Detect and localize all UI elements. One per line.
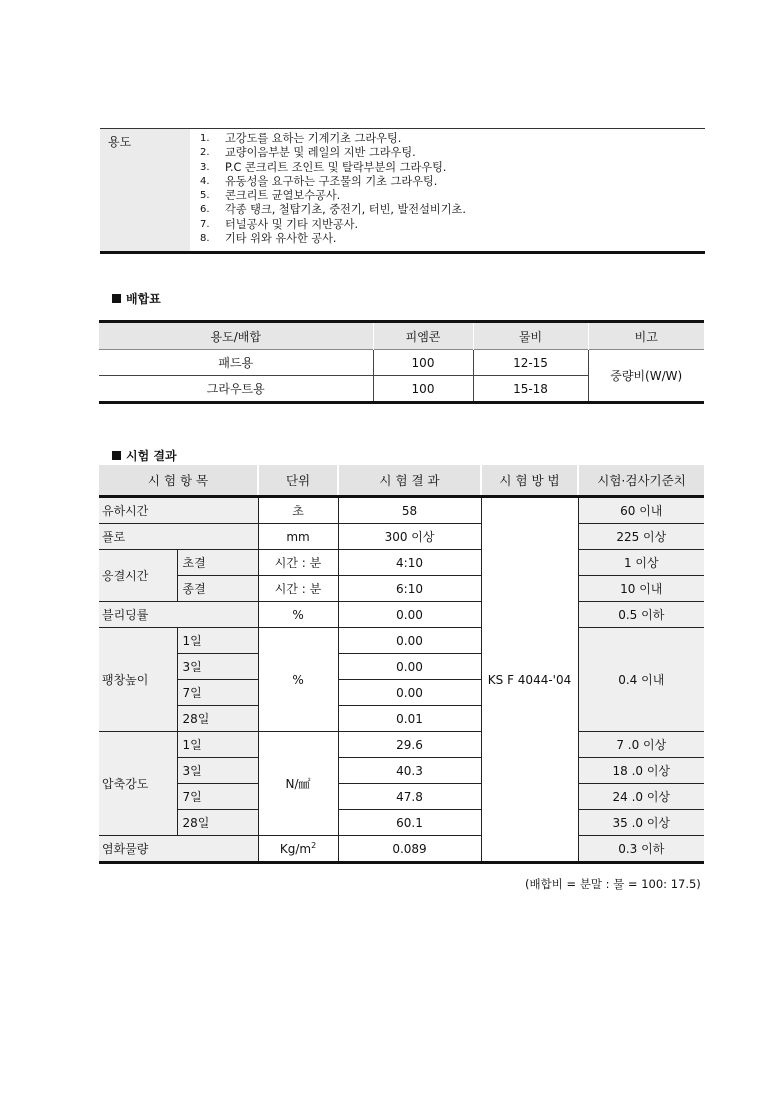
expansion-unit: % (258, 628, 338, 732)
mix-ratio-footnote: (배합비 = 분말 : 물 = 100: 17.5) (525, 877, 701, 891)
bleeding-unit: % (258, 602, 338, 628)
table-row (99, 810, 704, 836)
chloride-unit-base: Kg/m (279, 842, 312, 856)
usage-item-text: 교량이음부분 및 레일의 지반 그라우팅. (225, 146, 416, 160)
usage-item-number: 7. (200, 218, 210, 230)
mix-water-cell: 15-18 (473, 376, 588, 403)
usage-item-text: 기타 위와 유사한 공사. (225, 232, 337, 246)
setting-final-standard: 10 이내 (578, 576, 704, 602)
expansion-age: 3일 (177, 654, 258, 680)
compressive-result: 60.1 (338, 810, 481, 836)
usage-item-text: 터널공사 및 기타 지반공사. (225, 217, 359, 231)
expansion-age: 28일 (177, 706, 258, 732)
usage-item (200, 218, 705, 232)
setting-final-label: 종결 (177, 576, 258, 602)
mix-note-cell: 중량비(W/W) (588, 350, 704, 403)
test-header-unit: 단위 (258, 465, 338, 497)
usage-item-text: 고강도를 요하는 기계기초 그라우팅. (225, 132, 402, 145)
test-header-result: 시 험 결 과 (338, 465, 481, 497)
usage-item-text: 유동성을 요구하는 구조물의 기초 그라우팅. (225, 174, 438, 188)
expansion-age: 1일 (177, 628, 258, 654)
mix-water-cell: 12-15 (473, 350, 588, 376)
square-bullet-icon (112, 451, 121, 460)
usage-item-text: P.C 콘크리트 조인트 및 탈락부분의 그라우팅. (225, 160, 447, 174)
usage-item-number: 1. (200, 133, 210, 144)
compressive-age: 28일 (177, 810, 258, 836)
mix-use-cell: 그라우트용 (99, 376, 373, 403)
mix-header-use: 용도/배합 (99, 322, 373, 350)
table-row (99, 628, 704, 654)
mix-pemcon-cell: 100 (373, 350, 473, 376)
compressive-result: 40.3 (338, 758, 481, 784)
table-row (99, 524, 704, 550)
compressive-standard: 35 .0 이상 (578, 810, 704, 836)
expansion-result: 0.00 (338, 628, 481, 654)
flow-label: 플로 (99, 524, 258, 550)
compressive-standard: 24 .0 이상 (578, 784, 704, 810)
expansion-label: 팽창높이 (99, 628, 177, 732)
setting-initial-label: 초결 (177, 550, 258, 576)
mix-use-cell: 패드용 (99, 350, 373, 376)
mix-table (99, 320, 704, 404)
usage-item (200, 161, 705, 175)
compressive-age: 1일 (177, 732, 258, 758)
test-results-table (99, 465, 704, 864)
bleeding-standard: 0.5 이하 (578, 602, 704, 628)
usage-item (200, 146, 705, 160)
test-heading (112, 447, 177, 464)
setting-initial-unit: 시간 : 분 (258, 550, 338, 576)
expansion-result: 0.00 (338, 654, 481, 680)
table-row (99, 758, 704, 784)
test-method-cell: KS F 4044-'04 (481, 497, 578, 863)
usage-list (190, 129, 705, 251)
mix-heading-text: 배합표 (126, 292, 161, 306)
table-row (99, 836, 704, 863)
compressive-unit: N/㎟ (258, 732, 338, 836)
compressive-standard: 18 .0 이상 (578, 758, 704, 784)
chloride-standard: 0.3 이하 (578, 836, 704, 863)
compressive-label: 압축강도 (99, 732, 177, 836)
setting-time-label: 응결시간 (99, 550, 177, 602)
compressive-result: 29.6 (338, 732, 481, 758)
test-heading-text: 시험 결과 (126, 449, 177, 463)
flow-unit: mm (258, 524, 338, 550)
usage-item-text: 콘크리트 균열보수공사. (225, 189, 341, 203)
flow-time-unit: 초 (258, 497, 338, 524)
usage-item-number: 3. (200, 161, 210, 173)
usage-item-number: 5. (200, 190, 210, 202)
expansion-age: 7일 (177, 680, 258, 706)
usage-item-number: 2. (200, 147, 210, 159)
usage-item (200, 189, 705, 203)
table-row (99, 784, 704, 810)
table-row (99, 576, 704, 602)
chloride-result: 0.089 (338, 836, 481, 863)
usage-item (200, 203, 705, 217)
expansion-result: 0.01 (338, 706, 481, 732)
setting-final-unit: 시간 : 분 (258, 576, 338, 602)
usage-item-text: 각종 탱크, 철탑기초, 중전기, 터빈, 발전설비기초. (225, 203, 466, 217)
chloride-label: 염화물량 (99, 836, 258, 863)
compressive-age: 7일 (177, 784, 258, 810)
flow-result: 300 이상 (338, 524, 481, 550)
table-row (99, 550, 704, 576)
square-bullet-icon (112, 294, 121, 303)
usage-item (200, 175, 705, 189)
usage-item-number: 8. (200, 233, 210, 245)
flow-time-result: 58 (338, 497, 481, 524)
mix-header-note: 비고 (588, 322, 704, 350)
usage-item-number: 4. (200, 175, 210, 187)
chloride-unit-exponent: 2 (311, 841, 317, 850)
compressive-result: 47.8 (338, 784, 481, 810)
mix-header-pemcon: 피엠콘 (373, 322, 473, 350)
flow-standard: 225 이상 (578, 524, 704, 550)
chloride-unit (258, 836, 338, 863)
setting-initial-standard: 1 이상 (578, 550, 704, 576)
usage-item (200, 132, 705, 146)
usage-label: 용도 (100, 129, 190, 251)
flow-time-standard: 60 이내 (578, 497, 704, 524)
flow-time-label: 유하시간 (99, 497, 258, 524)
usage-section (100, 128, 705, 254)
compressive-age: 3일 (177, 758, 258, 784)
table-row (99, 497, 704, 524)
test-header-standard: 시험·검사기준치 (578, 465, 704, 497)
table-row (99, 350, 704, 376)
test-header-method: 시 험 방 법 (481, 465, 578, 497)
setting-initial-result: 4:10 (338, 550, 481, 576)
mix-heading (112, 290, 161, 307)
usage-item (200, 232, 705, 246)
mix-header-water: 물비 (473, 322, 588, 350)
bleeding-result: 0.00 (338, 602, 481, 628)
expansion-result: 0.00 (338, 680, 481, 706)
expansion-standard: 0.4 이내 (578, 628, 704, 732)
setting-final-result: 6:10 (338, 576, 481, 602)
table-row (99, 602, 704, 628)
mix-pemcon-cell: 100 (373, 376, 473, 403)
table-row (99, 732, 704, 758)
bleeding-label: 블리딩률 (99, 602, 258, 628)
compressive-standard: 7 .0 이상 (578, 732, 704, 758)
test-header-item: 시 험 항 목 (99, 465, 258, 497)
usage-item-number: 6. (200, 204, 210, 216)
